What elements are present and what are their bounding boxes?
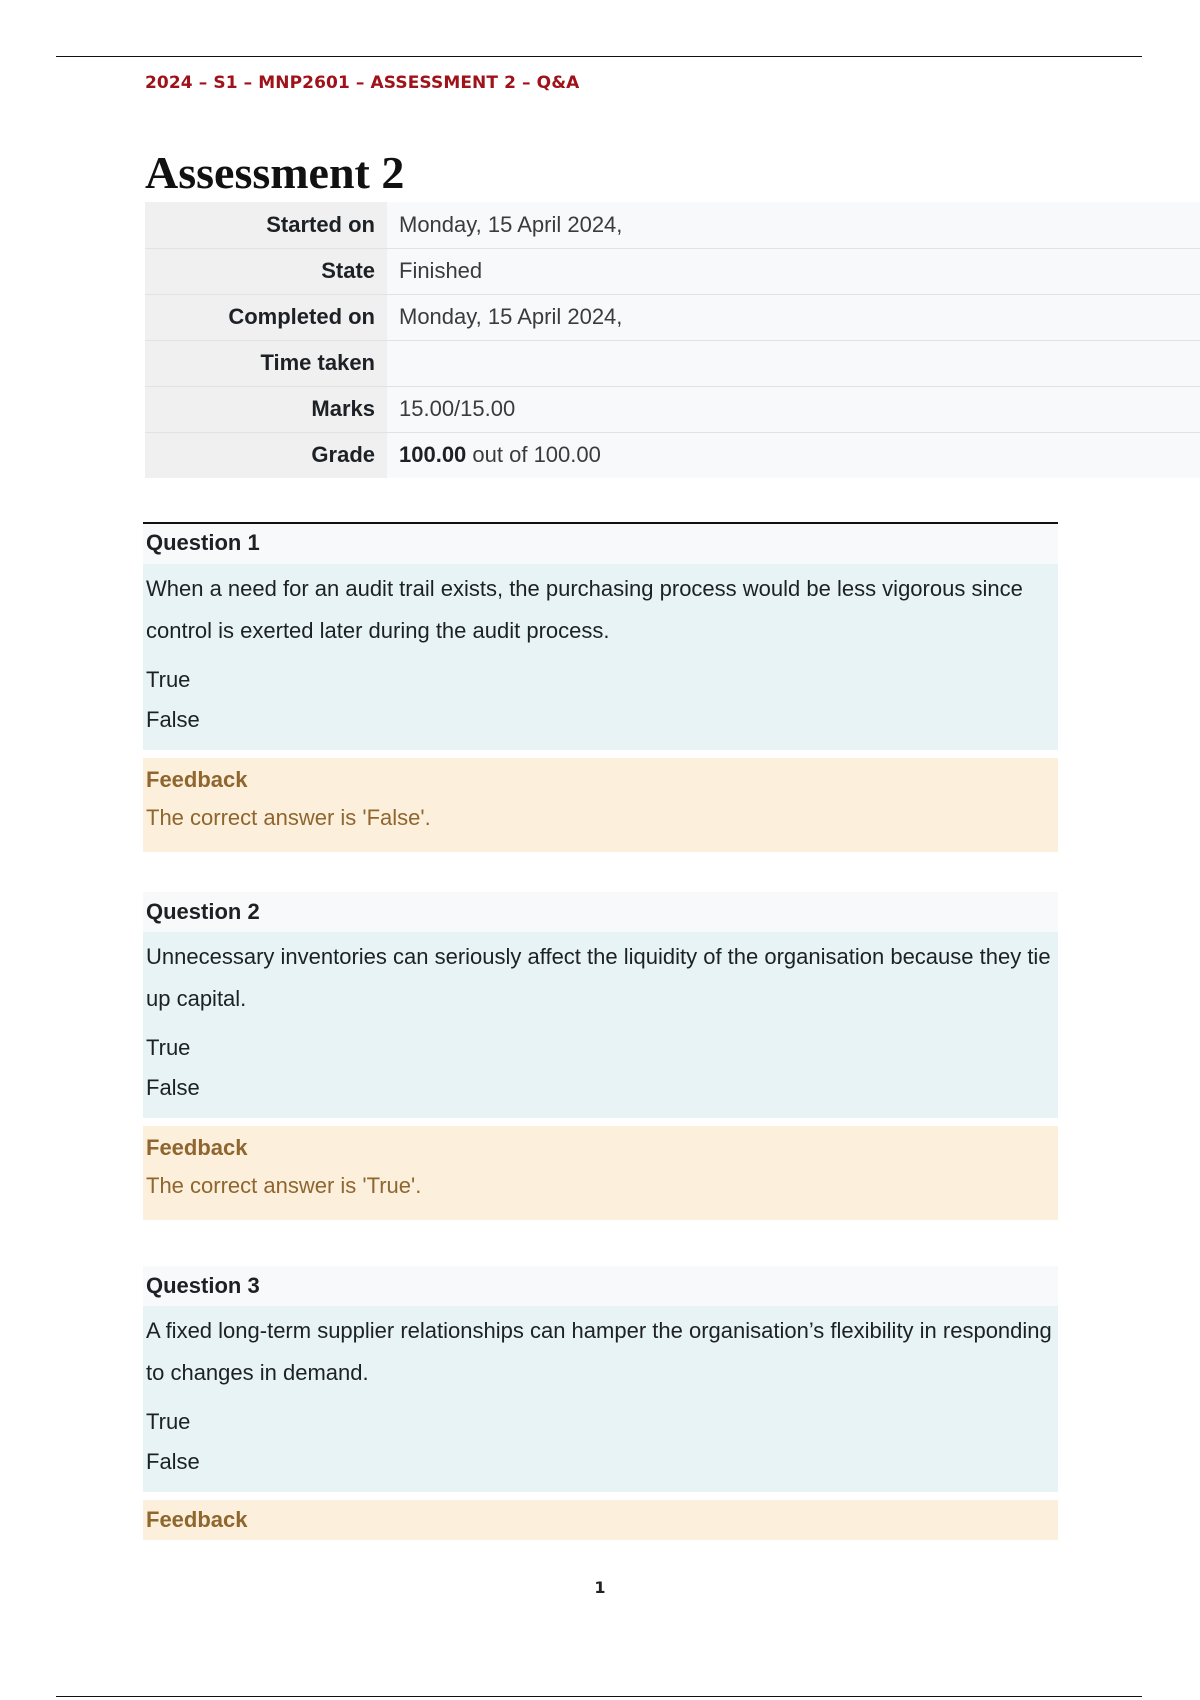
feedback-heading: Feedback [146,1135,248,1160]
feedback-text: The correct answer is 'True'. [146,1173,422,1198]
feedback-heading: Feedback [146,767,248,792]
attempt-summary-table [145,202,1200,478]
feedback-box [143,1126,1058,1220]
summary-label: Time taken [145,340,387,386]
page-title: Assessment 2 [145,147,405,198]
summary-row-grade [145,432,1200,478]
summary-value [387,432,1200,478]
answer-option-false: False [146,1075,200,1100]
question-body [143,564,1058,750]
summary-label: Completed on [145,294,387,340]
grade-out-of: out of 100.00 [466,442,601,468]
question-body [143,932,1058,1118]
summary-row-marks [145,386,1200,432]
question-1 [143,522,1058,852]
answer-option-true: True [146,1409,191,1434]
answer-option-false: False [146,1449,200,1474]
answer-option-true: True [146,667,191,692]
summary-row-state [145,248,1200,294]
summary-row-started-on [145,202,1200,248]
summary-value [387,340,1200,386]
answer-option-false: False [146,707,200,732]
summary-value: Monday, 15 April 2024, [387,294,1200,340]
question-heading: Question 1 [143,522,1058,564]
grade-score: 100.00 [399,442,467,468]
question-heading: Question 2 [143,892,1058,932]
question-3 [143,1266,1058,1540]
feedback-text: The correct answer is 'False'. [146,805,431,830]
summary-label: Started on [145,202,387,248]
document-header: 2024 – S1 – MNP2601 – ASSESSMENT 2 – Q&A [145,73,580,93]
feedback-box [143,1500,1058,1540]
question-body [143,1306,1058,1492]
summary-label: Grade [145,432,387,478]
summary-value: 15.00/15.00 [387,386,1200,432]
summary-label: Marks [145,386,387,432]
answer-option-true: True [146,1035,191,1060]
question-heading: Question 3 [143,1266,1058,1306]
summary-value: Finished [387,248,1200,294]
summary-row-completed-on [145,294,1200,340]
summary-value: Monday, 15 April 2024, [387,202,1200,248]
feedback-heading: Feedback [146,1507,248,1532]
question-2 [143,892,1058,1220]
bottom-rule [56,1696,1142,1697]
question-text: Unnecessary inventories can seriously affect the liquidity of the organisation because they tie up capital. [146,944,1051,1011]
summary-row-time-taken [145,340,1200,386]
question-text: When a need for an audit trail exists, the purchasing process would be less vigorous since control is exerted later during the audit process. [146,576,1023,643]
page-number: 1 [594,1578,606,1597]
summary-label: State [145,248,387,294]
question-text: A fixed long-term supplier relationships can hamper the organisation’s flexibility in responding to changes in demand. [146,1318,1052,1385]
top-rule [56,56,1142,57]
feedback-box [143,758,1058,852]
